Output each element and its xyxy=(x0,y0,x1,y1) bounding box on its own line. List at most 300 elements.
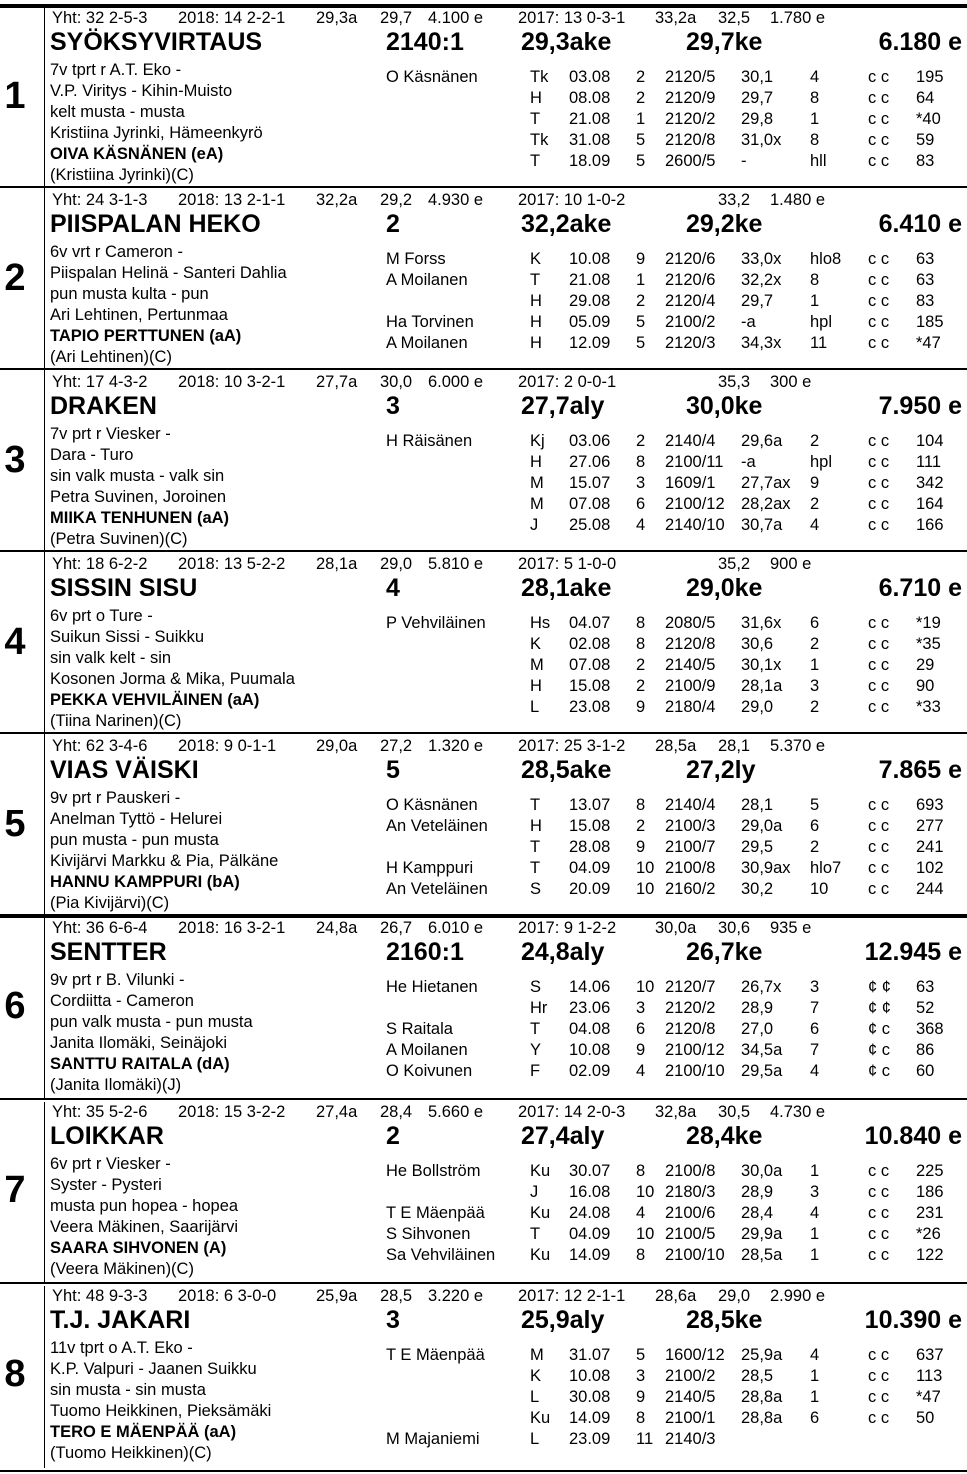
start-position: 10 xyxy=(810,880,829,898)
start-number: 7 xyxy=(4,1169,26,1211)
start-distance: 2160/2 xyxy=(665,880,716,898)
start-driver: O Käsnänen xyxy=(386,68,478,86)
average-2018: 30,0 xyxy=(380,373,413,391)
parents-line: Syster - Pysteri xyxy=(50,1176,162,1194)
record-2017: 32,8a xyxy=(655,1103,697,1121)
start-distance: 2120/6 xyxy=(665,271,716,289)
start-date: 28.08 xyxy=(569,838,611,856)
record-average: 26,7ke xyxy=(686,938,763,966)
start-row xyxy=(0,473,967,493)
average-2017: 28,1 xyxy=(718,737,751,755)
stats-2017: 2017: 14 2-0-3 xyxy=(518,1103,626,1121)
start-row xyxy=(0,1182,967,1202)
start-track: H xyxy=(530,89,542,107)
track-position: 2 xyxy=(386,210,400,238)
start-track: L xyxy=(530,698,540,716)
start-number: 6 xyxy=(4,985,26,1027)
start-row xyxy=(0,795,967,815)
entry-separator xyxy=(0,186,967,188)
start-driver: A Moilanen xyxy=(386,271,468,289)
start-row xyxy=(0,634,967,654)
start-driver: He Bollström xyxy=(386,1162,481,1180)
start-track: H xyxy=(530,313,542,331)
start-distance: 2100/8 xyxy=(665,1162,716,1180)
start-track-number: 8 xyxy=(636,614,646,632)
owner-line: Ari Lehtinen, Pertunmaa xyxy=(50,306,228,324)
start-position: 1 xyxy=(810,292,820,310)
stats-2018: 2018: 15 3-2-2 xyxy=(178,1103,286,1121)
entry-separator xyxy=(0,732,967,734)
horse-name: SENTTER xyxy=(50,938,167,966)
start-number: 8 xyxy=(4,1353,26,1395)
start-shoes: c c xyxy=(868,817,890,835)
start-position: 3 xyxy=(810,677,820,695)
start-track-number: 5 xyxy=(636,1346,646,1364)
start-distance: 2100/9 xyxy=(665,677,716,695)
horse-entry xyxy=(0,1102,967,1284)
start-odds: *19 xyxy=(916,614,941,632)
start-shoes: ¢ c xyxy=(868,1020,891,1038)
colors-line: pun valk musta - pun musta xyxy=(50,1013,253,1031)
start-row xyxy=(0,88,967,108)
start-track: Hs xyxy=(530,614,551,632)
start-time: 29,0a xyxy=(741,817,783,835)
start-odds: 86 xyxy=(916,1041,935,1059)
start-date: 14.09 xyxy=(569,1409,611,1427)
start-track: S xyxy=(530,880,542,898)
start-row xyxy=(0,494,967,514)
start-time: 30,2 xyxy=(741,880,774,898)
start-shoes: ¢ ¢ xyxy=(868,978,891,996)
start-distance: 2140/4 xyxy=(665,796,716,814)
start-track: K xyxy=(530,250,542,268)
start-time: 30,0a xyxy=(741,1162,783,1180)
start-number: 4 xyxy=(4,621,26,663)
start-track-number: 8 xyxy=(636,1246,646,1264)
breeding-line: 6v vrt r Cameron - xyxy=(50,243,183,261)
start-date: 21.08 xyxy=(569,271,611,289)
start-date: 10.08 xyxy=(569,1041,611,1059)
start-row xyxy=(0,431,967,451)
start-odds: 241 xyxy=(916,838,944,856)
start-track: J xyxy=(530,1183,539,1201)
record-auto: 24,8aly xyxy=(521,938,605,966)
earnings-2017: 300 e xyxy=(770,373,812,391)
start-date: 08.08 xyxy=(569,89,611,107)
start-distance: 2100/6 xyxy=(665,1204,716,1222)
start-track: T xyxy=(530,838,541,856)
start-shoes: c c xyxy=(868,432,890,450)
start-position: 2 xyxy=(810,838,820,856)
earnings-2018: 5.810 e xyxy=(428,555,484,573)
start-odds: 637 xyxy=(916,1346,944,1364)
start-time: 28,2ax xyxy=(741,495,791,513)
earnings-2017: 935 e xyxy=(770,919,812,937)
start-position: 5 xyxy=(810,796,820,814)
start-distance: 2100/8 xyxy=(665,859,716,877)
start-position: 3 xyxy=(810,1183,820,1201)
record-2018: 25,9a xyxy=(316,1287,358,1305)
start-shoes: c c xyxy=(868,796,890,814)
start-row xyxy=(0,270,967,290)
start-row xyxy=(0,130,967,150)
start-date: 31.07 xyxy=(569,1346,611,1364)
start-date: 10.08 xyxy=(569,1367,611,1385)
record-2018: 24,8a xyxy=(316,919,358,937)
start-driver: A Moilanen xyxy=(386,334,468,352)
start-time: 34,5a xyxy=(741,1041,783,1059)
start-odds: *26 xyxy=(916,1225,941,1243)
start-shoes: c c xyxy=(868,131,890,149)
trainer-line: (Petra Suvinen)(C) xyxy=(50,530,188,548)
start-track: J xyxy=(530,516,539,534)
start-track: T xyxy=(530,271,541,289)
start-date: 15.08 xyxy=(569,677,611,695)
start-shoes: c c xyxy=(868,698,890,716)
horse-name: SISSIN SISU xyxy=(50,574,198,602)
start-date: 25.08 xyxy=(569,516,611,534)
start-distance: 2120/6 xyxy=(665,250,716,268)
start-time: 30,1 xyxy=(741,68,774,86)
start-track-number: 4 xyxy=(636,1204,646,1222)
start-driver: He Hietanen xyxy=(386,978,478,996)
total-earnings: 7.865 e xyxy=(878,756,962,784)
start-shoes: c c xyxy=(868,1225,890,1243)
horse-entry xyxy=(0,554,967,736)
start-position: 2 xyxy=(810,698,820,716)
start-track-number: 4 xyxy=(636,1062,646,1080)
horse-entry xyxy=(0,918,967,1100)
driver-line: SAARA SIHVONEN (A) xyxy=(50,1239,227,1257)
start-track-number: 2 xyxy=(636,68,646,86)
start-track-number: 10 xyxy=(636,859,655,877)
start-distance: 2140/3 xyxy=(665,1430,716,1448)
start-row xyxy=(0,109,967,129)
start-odds: 231 xyxy=(916,1204,944,1222)
stats-total: Yht: 17 4-3-2 xyxy=(52,373,148,391)
owner-line: Kosonen Jorma & Mika, Puumala xyxy=(50,670,295,688)
start-distance: 2120/9 xyxy=(665,89,716,107)
start-distance: 2140/5 xyxy=(665,1388,716,1406)
start-time: 28,4 xyxy=(741,1204,774,1222)
start-number: 1 xyxy=(4,75,26,117)
total-earnings: 7.950 e xyxy=(878,392,962,420)
start-row xyxy=(0,837,967,857)
average-2017: 35,3 xyxy=(718,373,751,391)
start-track-number: 9 xyxy=(636,838,646,856)
start-track: Ku xyxy=(530,1162,551,1180)
start-row xyxy=(0,515,967,535)
start-row xyxy=(0,151,967,171)
average-2017: 30,6 xyxy=(718,919,751,937)
start-date: 13.07 xyxy=(569,796,611,814)
colors-line: sin musta - sin musta xyxy=(50,1381,206,1399)
start-track-number: 1 xyxy=(636,271,646,289)
start-shoes: c c xyxy=(868,1183,890,1201)
earnings-2018: 1.320 e xyxy=(428,737,484,755)
start-track-number: 2 xyxy=(636,677,646,695)
start-track: Hr xyxy=(530,999,548,1017)
start-odds: 225 xyxy=(916,1162,944,1180)
start-distance: 2100/12 xyxy=(665,1041,725,1059)
parents-line: V.P. Viritys - Kihin-Muisto xyxy=(50,82,233,100)
trainer-line: (Tuomo Heikkinen)(C) xyxy=(50,1444,212,1462)
start-position: 4 xyxy=(810,68,820,86)
start-track-number: 2 xyxy=(636,817,646,835)
start-odds: *47 xyxy=(916,334,941,352)
start-track: Tk xyxy=(530,68,549,86)
start-shoes: c c xyxy=(868,516,890,534)
start-odds: 122 xyxy=(916,1246,944,1264)
horse-name: SYÖKSYVIRTAUS xyxy=(50,28,263,56)
horse-name: DRAKEN xyxy=(50,392,157,420)
breeding-line: 7v prt r Viesker - xyxy=(50,425,171,443)
record-auto: 28,1ake xyxy=(521,574,612,602)
breeding-line: 6v prt r Viesker - xyxy=(50,1155,171,1173)
average-2017: 33,2 xyxy=(718,191,751,209)
start-time: 30,9ax xyxy=(741,859,791,877)
start-position: 6 xyxy=(810,817,820,835)
start-distance: 2100/12 xyxy=(665,495,725,513)
start-track-number: 8 xyxy=(636,635,646,653)
start-odds: 104 xyxy=(916,432,944,450)
start-distance: 1600/12 xyxy=(665,1346,725,1364)
start-date: 16.08 xyxy=(569,1183,611,1201)
start-track-number: 11 xyxy=(636,1430,654,1448)
start-position: 4 xyxy=(810,1204,820,1222)
track-position: 2140:1 xyxy=(386,28,464,56)
start-shoes: c c xyxy=(868,859,890,877)
start-track-number: 3 xyxy=(636,999,646,1017)
start-number: 3 xyxy=(4,439,26,481)
start-date: 02.08 xyxy=(569,635,611,653)
start-time: 29,6a xyxy=(741,432,783,450)
start-distance: 2120/5 xyxy=(665,68,716,86)
stats-total: Yht: 48 9-3-3 xyxy=(52,1287,148,1305)
earnings-2017: 4.730 e xyxy=(770,1103,826,1121)
colors-line: musta pun hopea - hopea xyxy=(50,1197,239,1215)
earnings-2018: 5.660 e xyxy=(428,1103,484,1121)
breeding-line: 7v tprt r A.T. Eko - xyxy=(50,61,182,79)
start-shoes: c c xyxy=(868,1346,890,1364)
start-track: Ku xyxy=(530,1246,551,1264)
start-track: Y xyxy=(530,1041,542,1059)
earnings-2018: 4.100 e xyxy=(428,9,484,27)
start-odds: 83 xyxy=(916,152,935,170)
start-position: hll xyxy=(810,152,827,170)
start-row xyxy=(0,67,967,87)
start-row xyxy=(0,816,967,836)
start-date: 30.07 xyxy=(569,1162,611,1180)
start-shoes: c c xyxy=(868,474,890,492)
start-position: hlo8 xyxy=(810,250,842,268)
start-number: 2 xyxy=(4,257,26,299)
start-shoes: c c xyxy=(868,1409,890,1427)
start-position: hlo7 xyxy=(810,859,842,877)
start-time: 26,7x xyxy=(741,978,782,996)
start-date: 31.08 xyxy=(569,131,611,149)
start-date: 10.08 xyxy=(569,250,611,268)
start-distance: 2120/3 xyxy=(665,334,716,352)
horse-name: PIISPALAN HEKO xyxy=(50,210,261,238)
start-odds: 29 xyxy=(916,656,935,674)
record-average: 28,4ke xyxy=(686,1122,763,1150)
start-odds: 244 xyxy=(916,880,944,898)
stats-total: Yht: 18 6-2-2 xyxy=(52,555,148,573)
entry-separator xyxy=(0,368,967,370)
start-distance: 2100/2 xyxy=(665,1367,716,1385)
average-2017: 32,5 xyxy=(718,9,751,27)
earnings-2017: 1.780 e xyxy=(770,9,826,27)
stats-2018: 2018: 16 3-2-1 xyxy=(178,919,286,937)
driver-line: SANTTU RAITALA (dA) xyxy=(50,1055,230,1073)
owner-line: Janita Ilomäki, Seinäjoki xyxy=(50,1034,228,1052)
record-2017: 30,0a xyxy=(655,919,697,937)
start-track: T xyxy=(530,152,541,170)
start-date: 03.08 xyxy=(569,68,611,86)
colors-line: kelt musta - musta xyxy=(50,103,185,121)
start-track-number: 8 xyxy=(636,453,646,471)
start-shoes: c c xyxy=(868,677,890,695)
start-distance: 2120/8 xyxy=(665,635,716,653)
colors-line: sin valk kelt - sin xyxy=(50,649,172,667)
start-odds: 59 xyxy=(916,131,935,149)
stats-2017: 2017: 12 2-1-1 xyxy=(518,1287,626,1305)
start-time: 27,7ax xyxy=(741,474,791,492)
breeding-line: 9v prt r Pauskeri - xyxy=(50,789,181,807)
start-number: 5 xyxy=(4,803,26,845)
record-2018: 27,7a xyxy=(316,373,358,391)
colors-line: pun musta kulta - pun xyxy=(50,285,209,303)
start-odds: 50 xyxy=(916,1409,935,1427)
start-date: 29.08 xyxy=(569,292,611,310)
horse-entry xyxy=(0,372,967,554)
start-odds: 195 xyxy=(916,68,944,86)
start-row xyxy=(0,977,967,997)
start-track-number: 5 xyxy=(636,313,646,331)
stats-2018: 2018: 10 3-2-1 xyxy=(178,373,286,391)
start-distance: 1609/1 xyxy=(665,474,716,492)
start-driver: H Kamppuri xyxy=(386,859,474,877)
start-date: 20.09 xyxy=(569,880,611,898)
parents-line: Dara - Turo xyxy=(50,446,134,464)
start-driver: An Veteläinen xyxy=(386,817,488,835)
trainer-line: (Ari Lehtinen)(C) xyxy=(50,348,172,366)
start-row xyxy=(0,1387,967,1407)
stats-total: Yht: 62 3-4-6 xyxy=(52,737,148,755)
start-shoes: c c xyxy=(868,1162,890,1180)
start-date: 23.08 xyxy=(569,698,611,716)
start-row xyxy=(0,697,967,717)
start-row xyxy=(0,291,967,311)
start-position: 2 xyxy=(810,432,820,450)
track-position: 3 xyxy=(386,392,400,420)
start-position: 11 xyxy=(810,334,828,352)
start-row xyxy=(0,613,967,633)
start-odds: 111 xyxy=(916,453,942,471)
start-track: S xyxy=(530,978,542,996)
record-2018: 28,1a xyxy=(316,555,358,573)
start-track-number: 9 xyxy=(636,250,646,268)
track-position: 3 xyxy=(386,1306,400,1334)
stats-2017: 2017: 13 0-3-1 xyxy=(518,9,626,27)
start-row xyxy=(0,879,967,899)
earnings-2018: 6.000 e xyxy=(428,373,484,391)
start-row xyxy=(0,1203,967,1223)
start-track-number: 9 xyxy=(636,1041,646,1059)
start-position: 2 xyxy=(810,495,820,513)
record-auto: 25,9aly xyxy=(521,1306,605,1334)
start-track: L xyxy=(530,1430,540,1448)
start-time: -a xyxy=(741,313,756,331)
stats-2018: 2018: 9 0-1-1 xyxy=(178,737,277,755)
start-driver: P Vehviläinen xyxy=(386,614,486,632)
start-odds: 693 xyxy=(916,796,944,814)
record-2017: 33,2a xyxy=(655,9,697,27)
start-track-number: 10 xyxy=(636,1225,655,1243)
start-driver: O Koivunen xyxy=(386,1062,473,1080)
start-odds: 368 xyxy=(916,1020,944,1038)
start-shoes: c c xyxy=(868,880,890,898)
start-track: M xyxy=(530,656,544,674)
start-row xyxy=(0,1061,967,1081)
driver-line: OIVA KÄSNÄNEN (eA) xyxy=(50,145,224,163)
start-position: hpl xyxy=(810,453,833,471)
record-auto: 27,7aly xyxy=(521,392,605,420)
start-odds: 52 xyxy=(916,999,935,1017)
stats-total: Yht: 24 3-1-3 xyxy=(52,191,148,209)
driver-line: PEKKA VEHVILÄINEN (aA) xyxy=(50,691,260,709)
start-track: K xyxy=(530,1367,542,1385)
average-2017: 29,0 xyxy=(718,1287,751,1305)
start-date: 04.09 xyxy=(569,1225,611,1243)
start-date: 21.08 xyxy=(569,110,611,128)
owner-line: Kivijärvi Markku & Pia, Pälkäne xyxy=(50,852,279,870)
start-driver: An Veteläinen xyxy=(386,880,488,898)
start-distance: 2100/2 xyxy=(665,313,716,331)
start-time: 30,1x xyxy=(741,656,782,674)
parents-line: Piispalan Helinä - Santeri Dahlia xyxy=(50,264,287,282)
start-time: 33,0x xyxy=(741,250,782,268)
earnings-2017: 900 e xyxy=(770,555,812,573)
start-shoes: c c xyxy=(868,68,890,86)
page-bottom-rule xyxy=(0,1470,967,1472)
stats-2017: 2017: 9 1-2-2 xyxy=(518,919,617,937)
stats-total: Yht: 36 6-6-4 xyxy=(52,919,148,937)
driver-line: MIIKA TENHUNEN (aA) xyxy=(50,509,230,527)
start-track: Ku xyxy=(530,1409,551,1427)
parents-line: Cordiitta - Cameron xyxy=(50,992,194,1010)
start-date: 15.08 xyxy=(569,817,611,835)
start-driver: M Forss xyxy=(386,250,446,268)
start-shoes: c c xyxy=(868,271,890,289)
track-position: 5 xyxy=(386,756,400,784)
start-track: Ku xyxy=(530,1204,551,1222)
record-2017: 28,6a xyxy=(655,1287,697,1305)
start-position: 4 xyxy=(810,1346,820,1364)
start-shoes: c c xyxy=(868,313,890,331)
trainer-line: (Kristiina Jyrinki)(C) xyxy=(50,166,194,184)
start-time: 29,5a xyxy=(741,1062,783,1080)
total-earnings: 6.710 e xyxy=(878,574,962,602)
horse-name: T.J. JAKARI xyxy=(50,1306,191,1334)
start-distance: 2120/8 xyxy=(665,131,716,149)
start-position: 2 xyxy=(810,635,820,653)
start-track-number: 10 xyxy=(636,1183,655,1201)
start-time: -a xyxy=(741,453,756,471)
track-position: 2 xyxy=(386,1122,400,1150)
owner-line: Tuomo Heikkinen, Pieksämäki xyxy=(50,1402,272,1420)
